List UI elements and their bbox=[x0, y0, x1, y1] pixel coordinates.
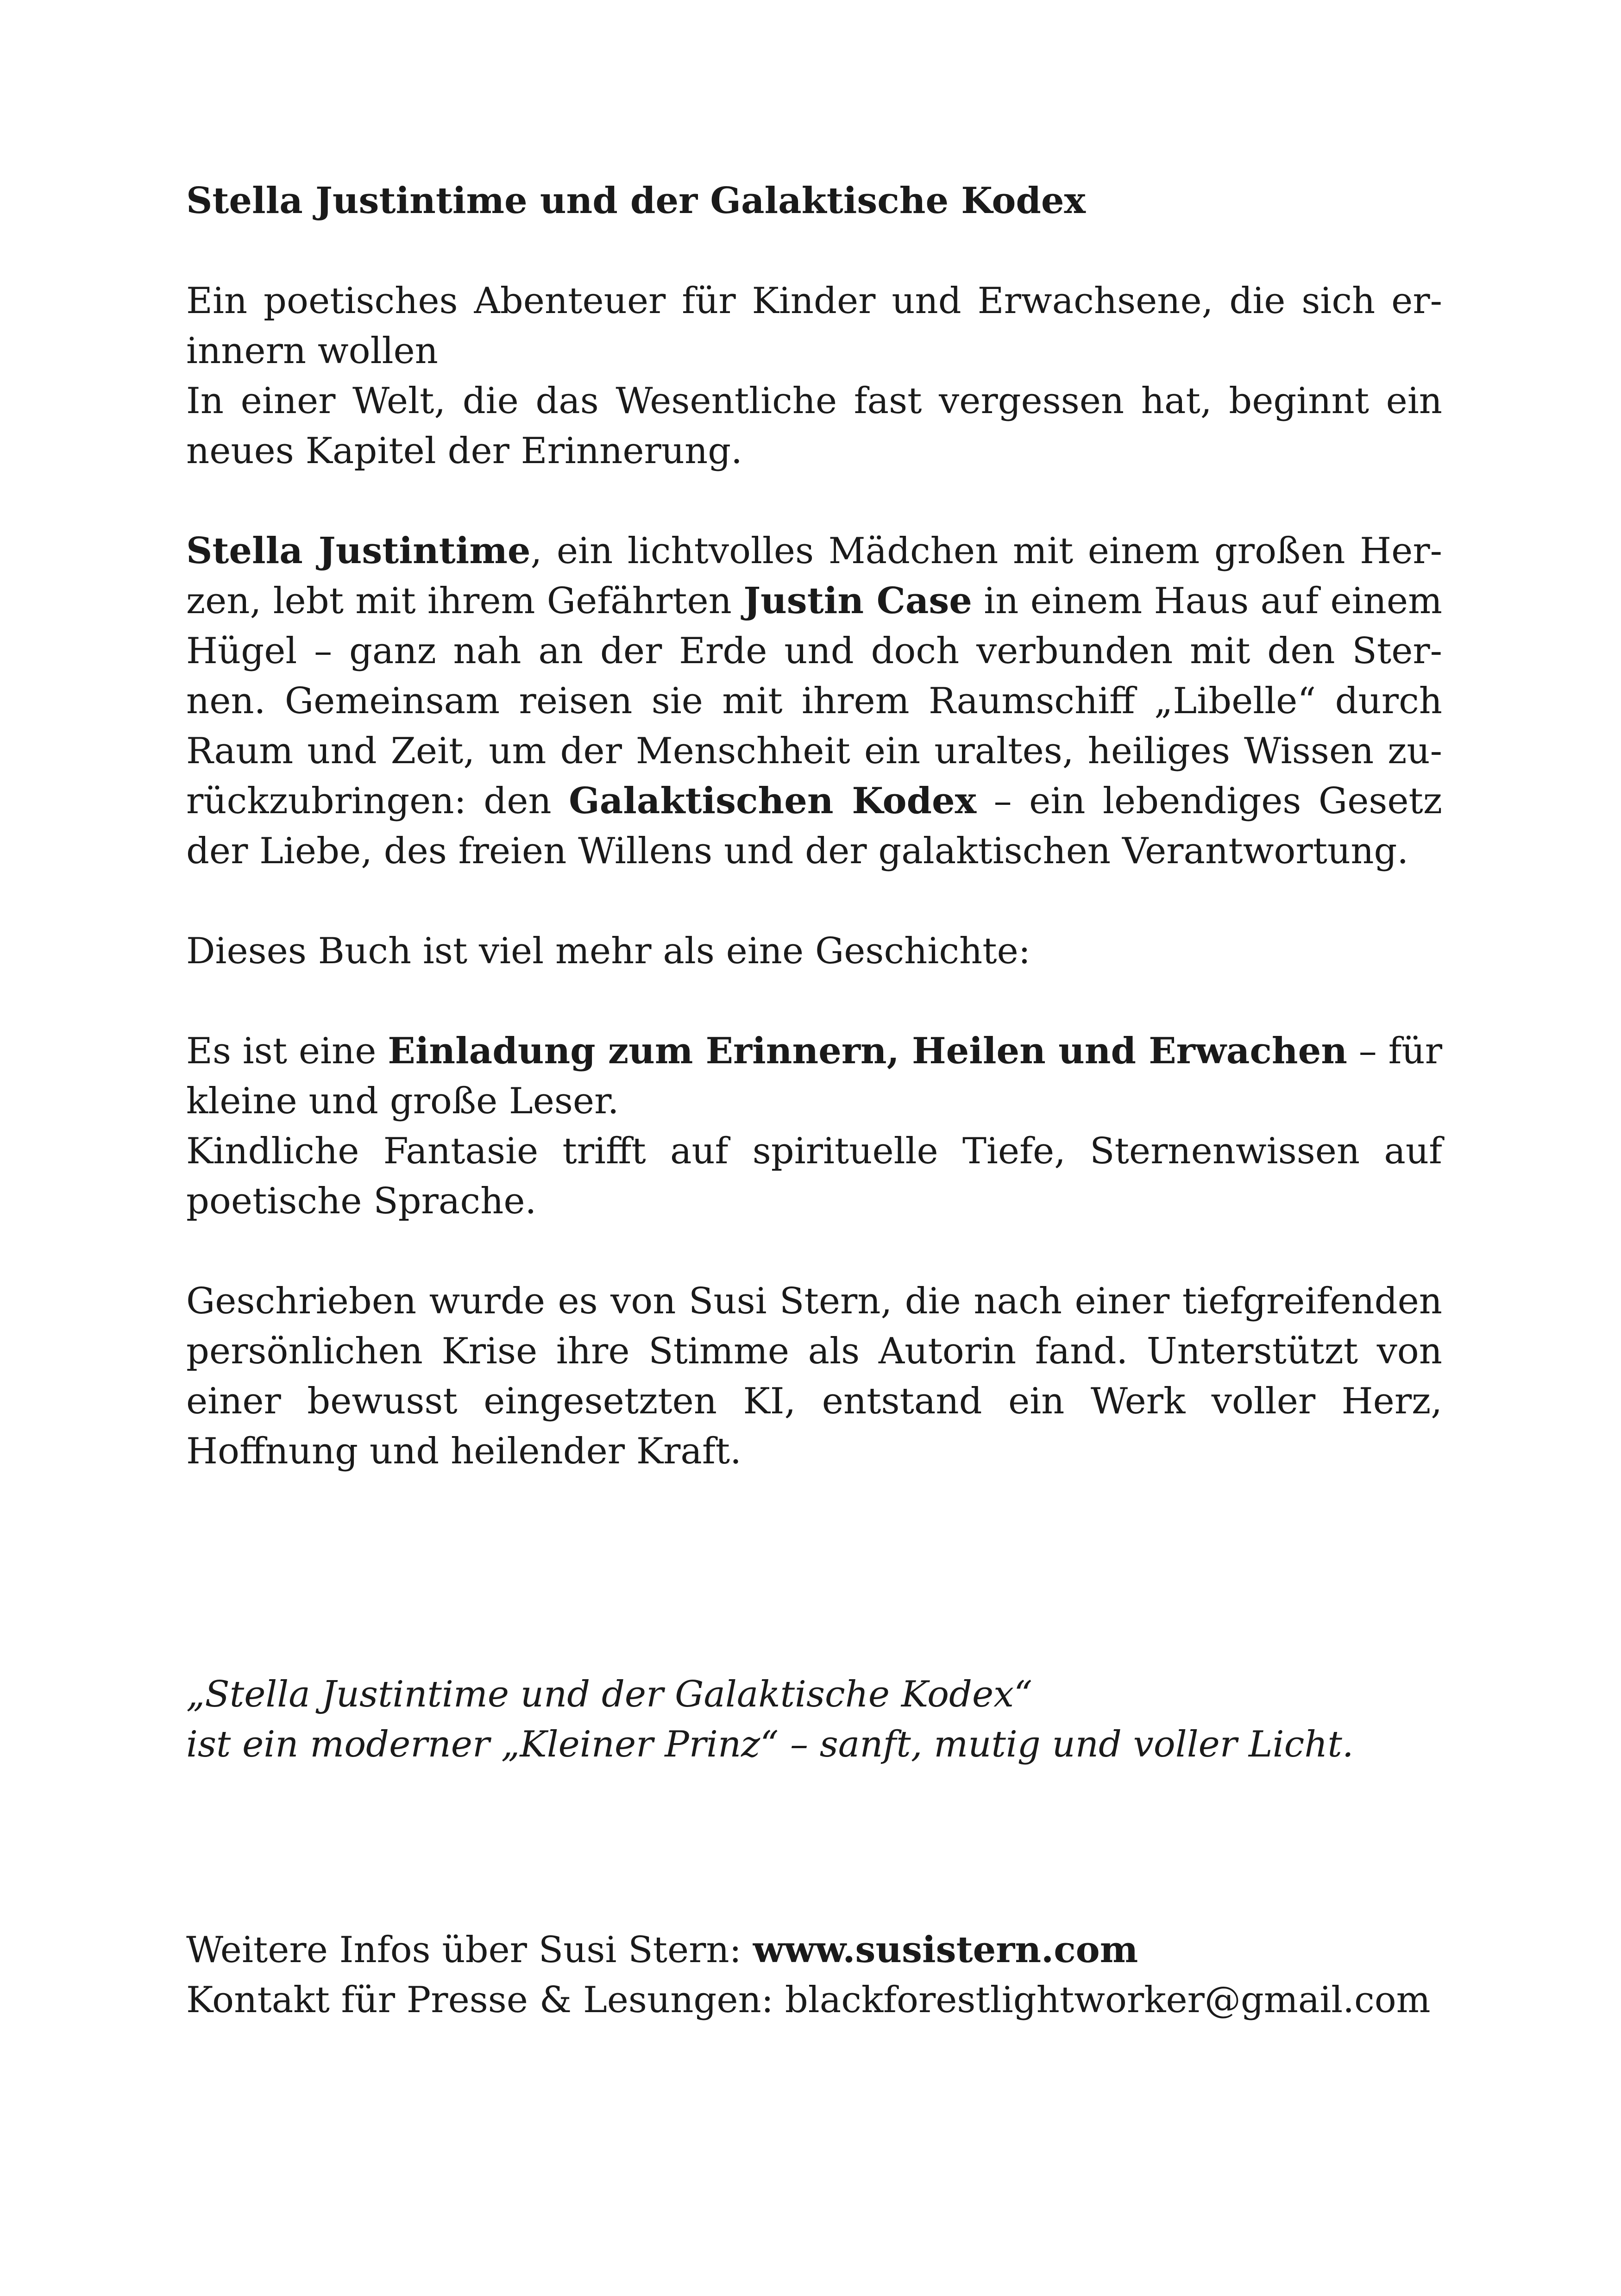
intro-paragraph bbox=[186, 276, 1442, 476]
story-text-3: – ein lebendiges Gesetz der Liebe, des freien Willens und der galaktischen Verantwortung. bbox=[186, 780, 1442, 872]
invitation-suffix: – für kleine und große Leser. bbox=[186, 1030, 1443, 1122]
story-text-1: , ein lichtvolles Mädchen mit einem großen Herzen, lebt mit ihrem Gefährten bbox=[186, 530, 1442, 622]
quote-line-2: ist ein moderner „Kleiner Prinz“ – sanft, mutig und voller Licht. bbox=[186, 1724, 1354, 1765]
quote-line-1: „Stella Justintime und der Galaktische Kodex“ bbox=[186, 1674, 1032, 1715]
quote-block bbox=[186, 1669, 1442, 1769]
intro-line-1: Ein poetisches Abenteuer für Kinder und Erwachsene, die sich erinnern wollen bbox=[186, 280, 1442, 372]
story-paragraph bbox=[186, 526, 1442, 876]
invitation-bold: Einladung zum Erinnern, Heilen und Erwachen bbox=[388, 1030, 1347, 1072]
document-title: Stella Justintime und der Galaktische Kodex bbox=[186, 180, 1086, 222]
invitation-line-2: Kindliche Fantasie trifft auf spirituelle Tiefe, Sternenwissen auf poetische Sprache. bbox=[186, 1130, 1442, 1222]
story-text-2: in einem Haus auf einem Hügel – ganz nah an der Erde und doch verbunden mit den Sternen. Gemeinsam reisen sie mit ihrem Raumschiff „Libelle“ durch Raum und Zeit, um der Menschheit ein uraltes, heiliges Wissen zurückzubringen: den bbox=[186, 580, 1442, 822]
name-stella: Stella Justintime bbox=[186, 530, 531, 572]
contact-footer bbox=[186, 1925, 1442, 2025]
kodex-name: Galaktischen Kodex bbox=[569, 780, 977, 822]
invitation-prefix: Es ist eine bbox=[186, 1030, 388, 1072]
website-link[interactable]: www.susistern.com bbox=[753, 1929, 1138, 1971]
invitation-paragraph bbox=[186, 1026, 1442, 1226]
info-label: Weitere Infos über Susi Stern: bbox=[186, 1929, 753, 1971]
name-justin: Justin Case bbox=[743, 580, 972, 622]
author-paragraph: Geschrieben wurde es von Susi Stern, die nach einer tiefgreifenden persönlichen Krise ihre Stimme als Autorin fand. Unterstützt von einer bewusst eingesetzten KI, entstand ein Werk voller Herz, Hoffnung und heilender Kraft. bbox=[186, 1280, 1442, 1472]
document-body bbox=[186, 176, 1442, 1476]
contact-label: Kontakt für Presse & Lesungen: bbox=[186, 1979, 785, 2021]
more-than-story: Dieses Buch ist viel mehr als eine Geschichte: bbox=[186, 930, 1031, 972]
email-link[interactable]: blackforestlightworker@gmail.com bbox=[785, 1979, 1431, 2021]
intro-line-2: In einer Welt, die das Wesentliche fast vergessen hat, beginnt ein neues Kapitel der Erinnerung. bbox=[186, 380, 1442, 472]
